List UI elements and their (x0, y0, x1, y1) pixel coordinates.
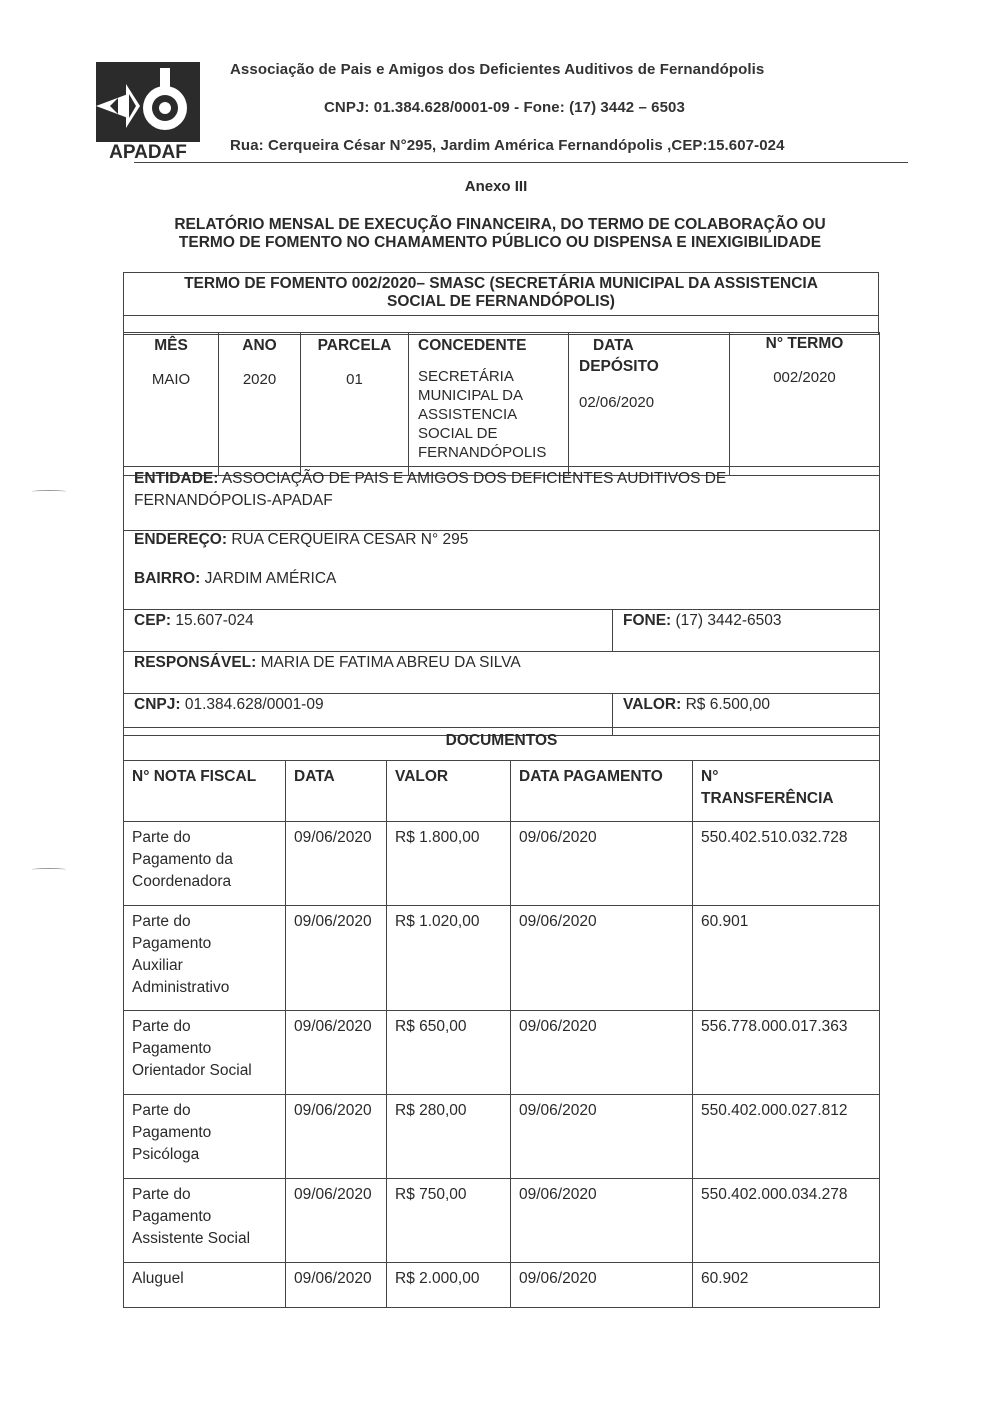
entity-info-table (123, 466, 880, 736)
row-description (124, 1179, 286, 1263)
entity-value-line-2: FERNANDÓPOLIS-APADAF (134, 492, 333, 509)
row-payment-date: 09/06/2020 (511, 1179, 693, 1263)
cep-value: 15.607-024 (171, 612, 254, 629)
row-payment-date: 09/06/2020 (511, 1095, 693, 1179)
description-line: Pagamento (132, 1040, 212, 1057)
header-divider (134, 162, 908, 163)
description-line: Pagamento (132, 1124, 212, 1141)
responsible-value: MARIA DE FATIMA ABREU DA SILVA (256, 654, 521, 671)
description-line: Parte do (132, 1018, 191, 1035)
installment-label: PARCELA (317, 337, 392, 354)
apadaf-logo (88, 54, 208, 160)
deposit-date: 02/06/2020 (579, 394, 655, 411)
district-label: BAIRRO: (134, 570, 201, 587)
row-transfer: 550.402.000.034.278 (693, 1179, 880, 1263)
row-date: 09/06/2020 (286, 1095, 387, 1179)
grantor-label: CONCEDENTE (418, 337, 527, 354)
col-header-transfer (693, 761, 880, 822)
year-cell (219, 333, 301, 476)
phone-value: (17) 3442-6503 (671, 612, 782, 629)
row-date: 09/06/2020 (286, 1179, 387, 1263)
row-value: R$ 750,00 (387, 1179, 511, 1263)
year-value: 2020 (242, 371, 277, 388)
report-title-line-1: RELATÓRIO MENSAL DE EXECUÇÃO FINANCEIRA, DO TERMO DE COLABORAÇÃO OU (174, 216, 826, 233)
documents-table (123, 727, 880, 1308)
row-transfer: 60.901 (693, 906, 880, 1011)
cep-label: CEP: (134, 612, 172, 629)
amount-value: R$ 6.500,00 (681, 696, 771, 713)
row-date: 09/06/2020 (286, 1263, 387, 1308)
col-header-transfer-line-2: TRANSFERÊNCIA (701, 790, 834, 807)
row-description (124, 822, 286, 906)
annex-label: Anexo III (464, 178, 528, 195)
table-row (124, 1179, 880, 1263)
description-line: Pagamento (132, 935, 212, 952)
description-line: Coordenadora (132, 873, 232, 890)
term-no-value: 002/2020 (773, 369, 836, 386)
description-line: Assistente Social (132, 1230, 251, 1247)
description-line: Aluguel (132, 1270, 184, 1287)
row-date: 09/06/2020 (286, 1011, 387, 1095)
term-header-table (123, 272, 879, 335)
row-value: R$ 1.800,00 (387, 822, 511, 906)
term-header-line-2: SOCIAL DE FERNANDÓPOLIS) (387, 293, 615, 310)
phone-label: FONE: (623, 612, 672, 629)
term-no-label: N° TERMO (765, 335, 844, 352)
address-label: ENDEREÇO: (134, 531, 228, 548)
col-header-invoice: N° NOTA FISCAL (124, 761, 286, 822)
entity-label: ENTIDADE: (134, 470, 219, 487)
term-header (124, 273, 879, 316)
col-header-payment-date: DATA PAGAMENTO (511, 761, 693, 822)
logo-text: APADAF (109, 142, 187, 160)
table-row (124, 1011, 880, 1095)
apadaf-logo-icon (88, 54, 208, 160)
row-transfer: 60.902 (693, 1263, 880, 1308)
table-row (124, 906, 880, 1011)
description-line: Parte do (132, 1186, 191, 1203)
col-header-date: DATA (286, 761, 387, 822)
deposit-label-1: DATA (593, 337, 634, 354)
org-cnpj-phone: CNPJ: 01.384.628/0001-09 - Fone: (17) 3442 – 6503 (324, 99, 685, 116)
row-value: R$ 280,00 (387, 1095, 511, 1179)
org-name: Associação de Pais e Amigos dos Deficientes Auditivos de Fernandópolis (230, 61, 765, 78)
installment-cell (301, 333, 409, 476)
year-label: ANO (242, 337, 277, 354)
month-cell (124, 333, 219, 476)
term-no-cell (730, 333, 880, 476)
row-value: R$ 650,00 (387, 1011, 511, 1095)
description-line: Orientador Social (132, 1062, 252, 1079)
address-cell (124, 531, 880, 610)
documents-title: DOCUMENTOS (124, 728, 880, 761)
phone-cell (613, 610, 880, 652)
cep-cell (124, 610, 613, 652)
description-line: Administrativo (132, 979, 230, 996)
entity-cell (124, 467, 880, 531)
report-title (100, 216, 900, 252)
row-description (124, 1095, 286, 1179)
row-payment-date: 09/06/2020 (511, 1263, 693, 1308)
address-value: RUA CERQUEIRA CESAR N° 295 (227, 531, 469, 548)
col-header-value: VALOR (387, 761, 511, 822)
row-description (124, 1011, 286, 1095)
row-payment-date: 09/06/2020 (511, 822, 693, 906)
district-value: JARDIM AMÉRICA (200, 570, 337, 587)
scan-mark (32, 490, 66, 493)
table-row (124, 1263, 880, 1308)
description-line: Parte do (132, 829, 191, 846)
params-table (123, 332, 880, 476)
description-line: Psicóloga (132, 1146, 200, 1163)
month-value: MAIO (151, 371, 191, 388)
cnpj-value: 01.384.628/0001-09 (180, 696, 324, 713)
row-value: R$ 1.020,00 (387, 906, 511, 1011)
row-date: 09/06/2020 (286, 906, 387, 1011)
org-address: Rua: Cerqueira César N°295, Jardim América Fernandópolis ,CEP:15.607-024 (230, 137, 785, 154)
deposit-label-2: DEPÓSITO (579, 358, 659, 375)
row-payment-date: 09/06/2020 (511, 906, 693, 1011)
description-line: Pagamento da (132, 851, 233, 868)
installment-value: 01 (346, 371, 363, 388)
row-transfer: 550.402.000.027.812 (693, 1095, 880, 1179)
term-header-line-1: TERMO DE FOMENTO 002/2020– SMASC (SECRETÁRIA MUNICIPAL DA ASSISTENCIA (184, 275, 818, 292)
table-row (124, 1095, 880, 1179)
row-date: 09/06/2020 (286, 822, 387, 906)
description-line: Pagamento (132, 1208, 212, 1225)
table-row (124, 822, 880, 906)
deposit-cell (569, 333, 730, 476)
row-transfer: 556.778.000.017.363 (693, 1011, 880, 1095)
description-line: Parte do (132, 913, 191, 930)
scan-mark (32, 868, 66, 871)
col-header-transfer-line-1: N° (701, 768, 719, 785)
grantor-cell (409, 333, 569, 476)
responsible-cell (124, 652, 880, 694)
row-value: R$ 2.000,00 (387, 1263, 511, 1308)
responsible-label: RESPONSÁVEL: (134, 654, 257, 671)
row-description (124, 906, 286, 1011)
entity-value-line-1: ASSOCIAÇÃO DE PAIS E AMIGOS DOS DEFICIENTES AUDITIVOS DE (218, 470, 727, 487)
amount-label: VALOR: (623, 696, 682, 713)
month-label: MÊS (154, 337, 188, 354)
grantor-value: SECRETÁRIA MUNICIPAL DA ASSISTENCIA SOCIAL DE FERNANDÓPOLIS (418, 368, 547, 461)
cnpj-label: CNPJ: (134, 696, 181, 713)
row-payment-date: 09/06/2020 (511, 1011, 693, 1095)
description-line: Auxiliar (132, 957, 183, 974)
row-transfer: 550.402.510.032.728 (693, 822, 880, 906)
description-line: Parte do (132, 1102, 191, 1119)
report-title-line-2: TERMO DE FOMENTO NO CHAMAMENTO PÚBLICO OU DISPENSA E INEXIGIBILIDADE (178, 234, 822, 251)
row-description (124, 1263, 286, 1308)
